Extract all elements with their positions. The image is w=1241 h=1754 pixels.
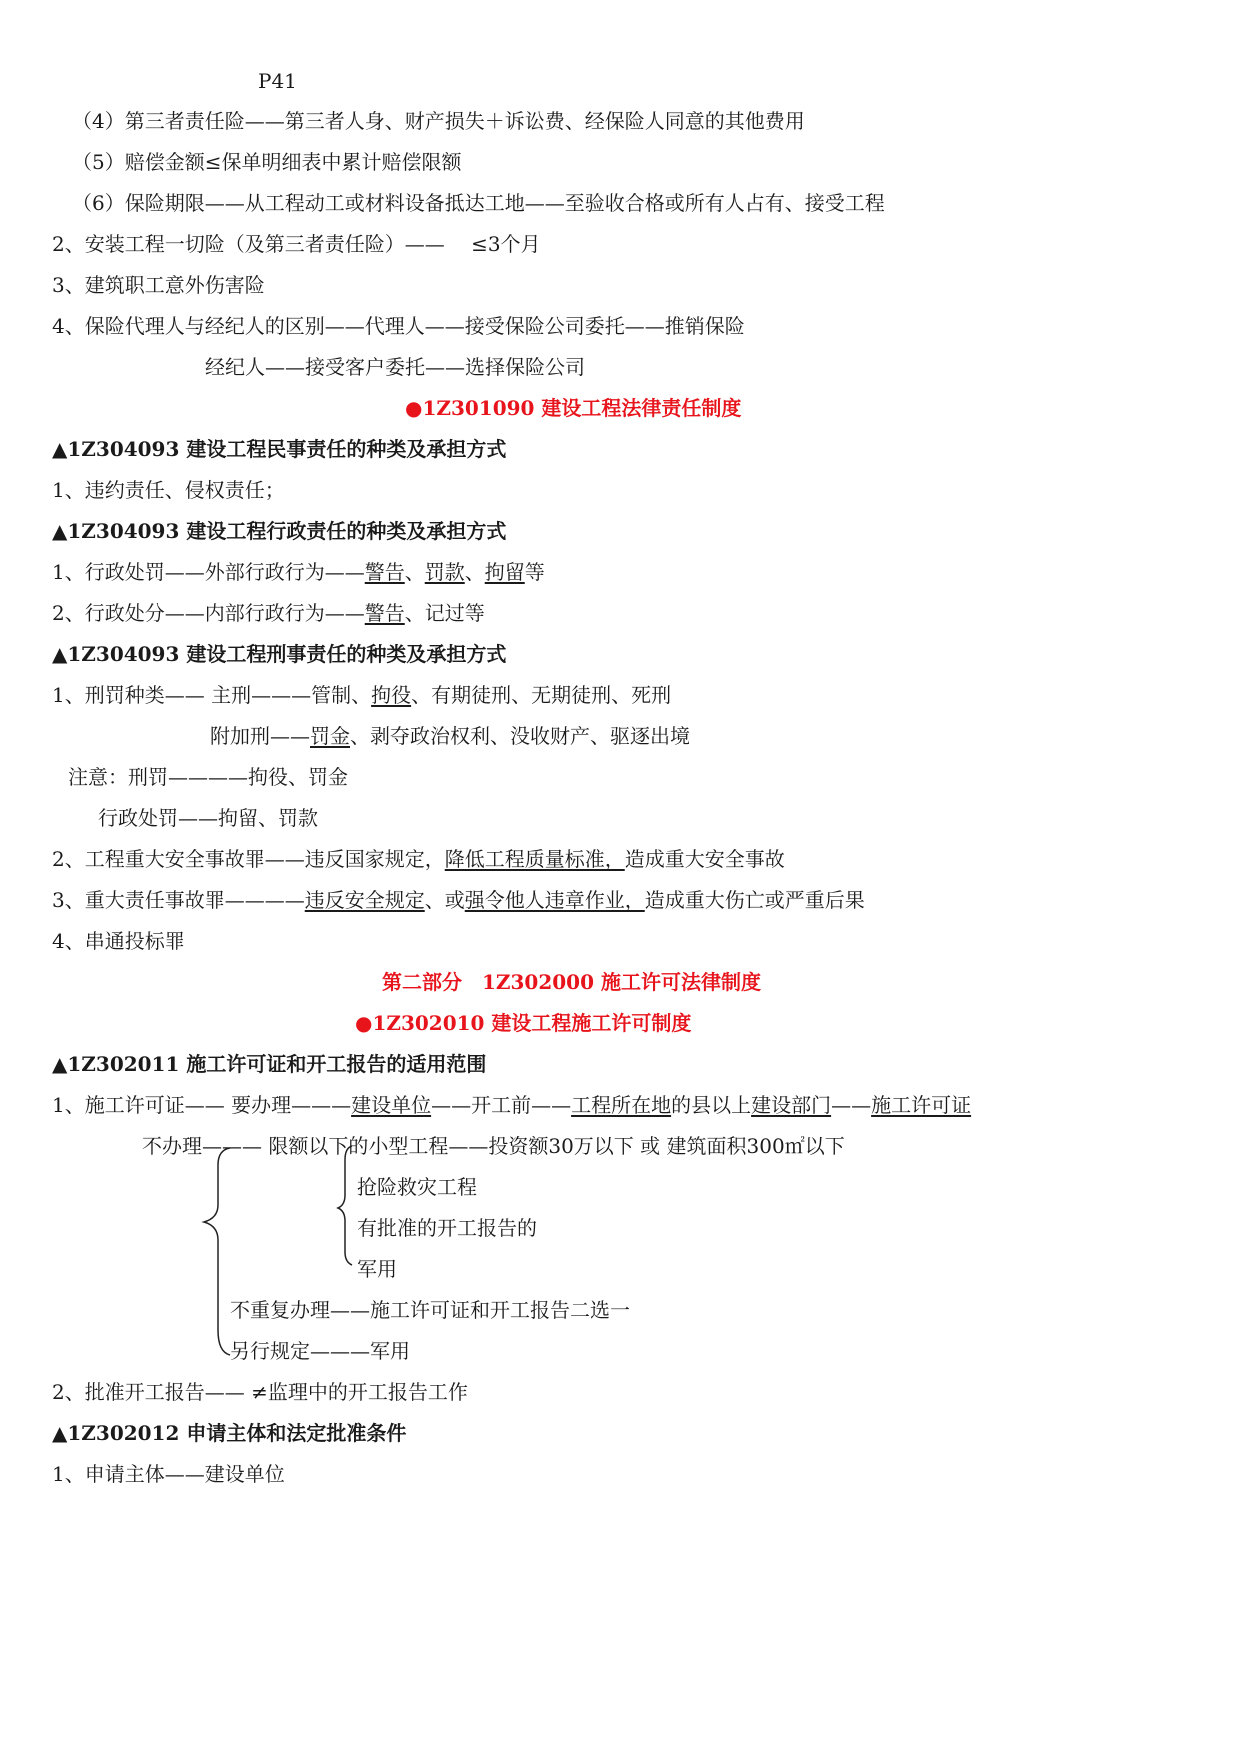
item-rescue: 抢险救灾工程	[357, 1175, 477, 1199]
note-1: 注意：刑罚————拘役、罚金	[68, 765, 348, 789]
text: 、	[404, 560, 425, 584]
subheading-admin-liability: ▲1Z304093 建设工程行政责任的种类及承担方式	[52, 519, 507, 543]
text: 、	[464, 560, 485, 584]
item-broker: 经纪人——接受客户委托——选择保险公司	[205, 355, 585, 379]
text: 造成重大伤亡或严重后果	[644, 888, 865, 912]
item-compensation-limit: （5）赔偿金额≤保单明细表中累计赔偿限额	[72, 150, 462, 174]
text: 等	[524, 560, 545, 584]
text: 2、行政处分——内部行政行为——	[52, 601, 365, 625]
text: 1、行政处罚——外部行政行为——	[52, 560, 365, 584]
underlined-text: 拘役	[371, 683, 412, 707]
section-heading-permit: ●1Z302010 建设工程施工许可制度	[355, 1011, 692, 1035]
text: 1、施工许可证—— 要办理———	[52, 1093, 352, 1117]
item-installation-insurance: 2、安装工程一切险（及第三者责任险）—— ≤3个月	[52, 232, 541, 256]
part-heading: 第二部分 1Z302000 施工许可法律制度	[382, 970, 761, 994]
underlined-text: 施工许可证	[871, 1093, 972, 1117]
text: 附加刑——	[210, 724, 310, 748]
text: 的县以上	[671, 1093, 752, 1117]
item-insurance-period: （6）保险期限——从工程动工或材料设备抵达工地——至验收合格或所有人占有、接受工程	[72, 191, 885, 215]
item-military: 军用	[357, 1257, 397, 1281]
note-2: 行政处罚——拘留、罚款	[98, 806, 318, 830]
item-no-repeat: 不重复办理——施工许可证和开工报告二选一	[230, 1298, 630, 1322]
underlined-text: 罚款	[424, 560, 465, 584]
text: 1、刑罚种类—— 主刑———管制、	[52, 683, 372, 707]
text: ——	[831, 1093, 872, 1117]
underlined-text: 违反安全规定	[304, 888, 425, 912]
section-heading-legal-liability: ●1Z301090 建设工程法律责任制度	[405, 396, 742, 420]
underlined-text: 拘留	[484, 560, 525, 584]
underlined-text: 建设单位	[351, 1093, 432, 1117]
text: 2、工程重大安全事故罪——违反国家规定，	[52, 847, 445, 871]
item-other-rules: 另行规定———军用	[230, 1339, 410, 1363]
large-brace	[204, 1148, 230, 1355]
item-worker-accident-insurance: 3、建筑职工意外伤害险	[52, 273, 265, 297]
text: 、记过等	[404, 601, 485, 625]
page-number: P41	[258, 69, 297, 93]
underlined-text: 强令他人违章作业，	[464, 888, 645, 912]
item-third-party-liability: （4）第三者责任险——第三者人身、财产损失＋诉讼费、经保险人同意的其他费用	[72, 109, 805, 133]
text: 、或	[424, 888, 465, 912]
underlined-text: 建设部门	[751, 1093, 832, 1117]
underlined-text: 罚金	[310, 724, 350, 748]
item-not-required: 不办理——— 限额以下的小型工程——投资额30万以下 或 建筑面积300㎡以下	[142, 1134, 845, 1158]
text: 、剥夺政治权利、没收财产、驱逐出境	[350, 724, 690, 748]
text: 3、重大责任事故罪————	[52, 888, 305, 912]
subheading-criminal-liability: ▲1Z304093 建设工程刑事责任的种类及承担方式	[52, 642, 507, 666]
small-brace	[338, 1146, 352, 1265]
item-criminal-4: 4、串通投标罪	[52, 929, 185, 953]
text: 、有期徒刑、无期徒刑、死刑	[411, 683, 672, 707]
subheading-civil-liability: ▲1Z304093 建设工程民事责任的种类及承担方式	[52, 437, 507, 461]
underlined-text: 工程所在地	[571, 1093, 672, 1117]
item-approved-report: 有批准的开工报告的	[357, 1216, 537, 1240]
text: ——开工前——	[431, 1093, 572, 1117]
item-agent-broker-diff: 4、保险代理人与经纪人的区别——代理人——接受保险公司委托——推销保险	[52, 314, 745, 338]
subheading-applicant: ▲1Z302012 申请主体和法定批准条件	[52, 1421, 407, 1445]
item-approve-start-report: 2、批准开工报告—— ≠监理中的开工报告工作	[52, 1380, 468, 1404]
item-applicant-1: 1、申请主体——建设单位	[52, 1462, 285, 1486]
underlined-text: 警告	[364, 560, 405, 584]
subheading-permit-scope: ▲1Z302011 施工许可证和开工报告的适用范围	[52, 1052, 487, 1076]
text: 造成重大安全事故	[624, 847, 785, 871]
underlined-text: 降低工程质量标准，	[444, 847, 625, 871]
underlined-text: 警告	[364, 601, 405, 625]
item-civil-1: 1、违约责任、侵权责任；	[52, 478, 285, 502]
